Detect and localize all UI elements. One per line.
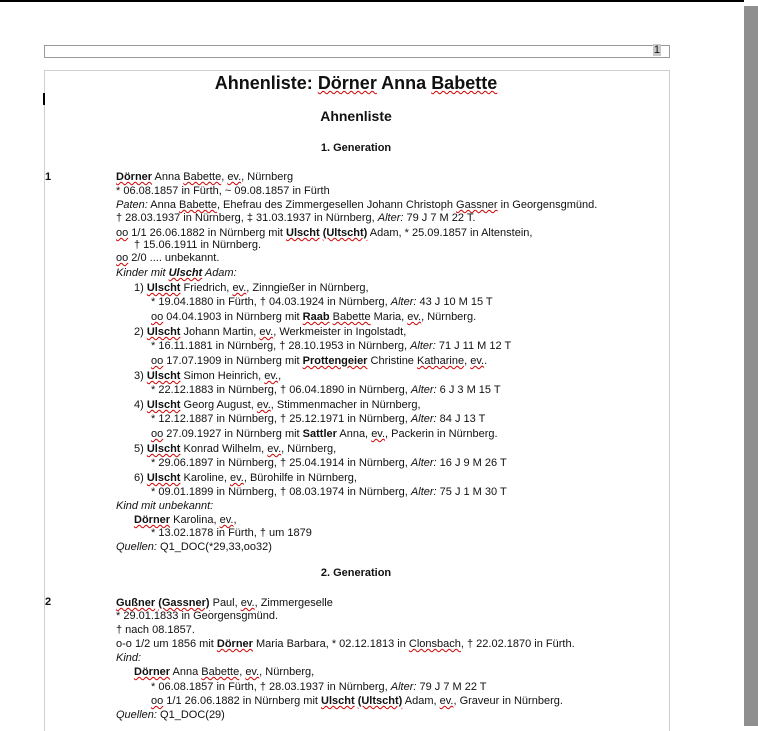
child-dates: * 13.02.1878 in Fürth, † um 1879 [151,527,312,539]
ancestor-number: 1 [45,171,52,183]
document-title: Ahnenliste: Dörner Anna Babette [214,73,498,93]
child-dates: * 22.12.1883 in Nürnberg, † 06.04.1890 in Nürnberg, Alter: 6 J 3 M 15 T [151,384,501,396]
marriage-line: oo 2/0 .... unbekannt. [116,252,220,264]
sources-line: Quellen: Q1_DOC(*29,33,oo32) [116,541,272,553]
page-header[interactable] [44,45,670,58]
page-shadow [744,6,758,726]
children-heading: Kind mit unbekannt: [116,500,214,512]
marriage-line: o-o 1/2 um 1856 mit Dörner Maria Barbara, * 02.12.1813 in Clonsbach, † 22.02.1870 in Fürth. [116,638,575,650]
sources-line: Quellen: Q1_DOC(29) [116,709,225,721]
child-marriage: oo 27.09.1927 in Nürnberg mit Sattler Anna, ev., Packerin in Nürnberg. [151,428,498,440]
child-line: 5) Ulscht Konrad Wilhelm, ev., Nürnberg, [134,443,337,455]
child-line: 6) Ulscht Karoline, ev., Bürohilfe in Nürnberg, [134,472,357,484]
person-line: Gußner (Gassner) Paul, ev., Zimmergeselle [116,597,333,609]
child-line: 3) Ulscht Simon Heinrich, ev., [134,370,282,382]
generation-heading: 1. Generation [320,142,392,154]
child-marriage: oo 1/1 26.06.1882 in Nürnberg mit Ulscht (Ultscht) Adam, ev., Graveur in Nürnberg. [151,695,563,707]
child-line: 2) Ulscht Johann Martin, ev., Werkmeister in Ingolstadt, [134,326,407,338]
child-dates: * 16.11.1881 in Nürnberg, † 28.10.1953 in Nürnberg, Alter: 71 J 11 M 12 T [151,340,512,352]
death-line: † nach 08.1857. [116,624,195,636]
ancestor-number: 2 [45,596,52,608]
child-line: Dörner Karolina, ev., [134,514,237,526]
child-line: 4) Ulscht Georg August, ev., Stimmenmacher in Nürnberg, [134,399,421,411]
child-dates: * 29.06.1897 in Nürnberg, † 25.04.1914 in Nürnberg, Alter: 16 J 9 M 26 T [151,457,507,469]
generation-heading: 2. Generation [320,567,392,579]
children-heading: Kinder mit Ulscht Adam: [116,267,237,279]
paten-line: Paten: Anna Babette, Ehefrau des Zimmergesellen Johann Christoph Gassner in Georgensgmünd. [116,199,598,211]
children-heading: Kind: [116,652,142,664]
birth-line: * 29.01.1833 in Georgensgmünd. [116,610,279,622]
child-dates: * 12.12.1887 in Nürnberg, † 25.12.1971 in Nürnberg, Alter: 84 J 13 T [151,413,486,425]
death-line: † 28.03.1937 in Nürnberg, ‡ 31.03.1937 in Nürnberg, Alter: 79 J 7 M 22 T. [116,212,476,224]
marriage-line: oo 1/1 26.06.1882 in Nürnberg mit Ulscht (Ultscht) Adam, * 25.09.1857 in Altenstein, [116,227,533,239]
child-line: Dörner Anna Babette, ev., Nürnberg, [134,666,315,678]
child-marriage: oo 04.04.1903 in Nürnberg mit Raab Babette Maria, ev., Nürnberg. [151,311,477,323]
child-dates: * 06.08.1857 in Fürth, † 28.03.1937 in Nürnberg, Alter: 79 J 7 M 22 T [151,681,487,693]
child-dates: * 09.01.1899 in Nürnberg, † 08.03.1974 in Nürnberg, Alter: 75 J 1 M 30 T [151,486,507,498]
page-number: 1 [653,44,660,56]
page-top-border [0,0,744,2]
child-marriage: oo 17.07.1909 in Nürnberg mit Prottengeier Christine Katharine, ev.. [151,355,488,367]
section-title: Ahnenliste [320,108,392,124]
child-line: 1) Ulscht Friedrich, ev., Zinngießer in Nürnberg, [134,282,369,294]
birth-line: * 06.08.1857 in Fürth, ~ 09.08.1857 in Fürth [116,185,330,197]
child-dates: * 19.04.1880 in Fürth, † 04.03.1924 in Nürnberg, Alter: 43 J 10 M 15 T [151,296,493,308]
spouse-death-line: † 15.06.1911 in Nürnberg. [134,239,261,251]
text-cursor [43,93,45,105]
person-line: Dörner Anna Babette, ev., Nürnberg [116,171,294,183]
